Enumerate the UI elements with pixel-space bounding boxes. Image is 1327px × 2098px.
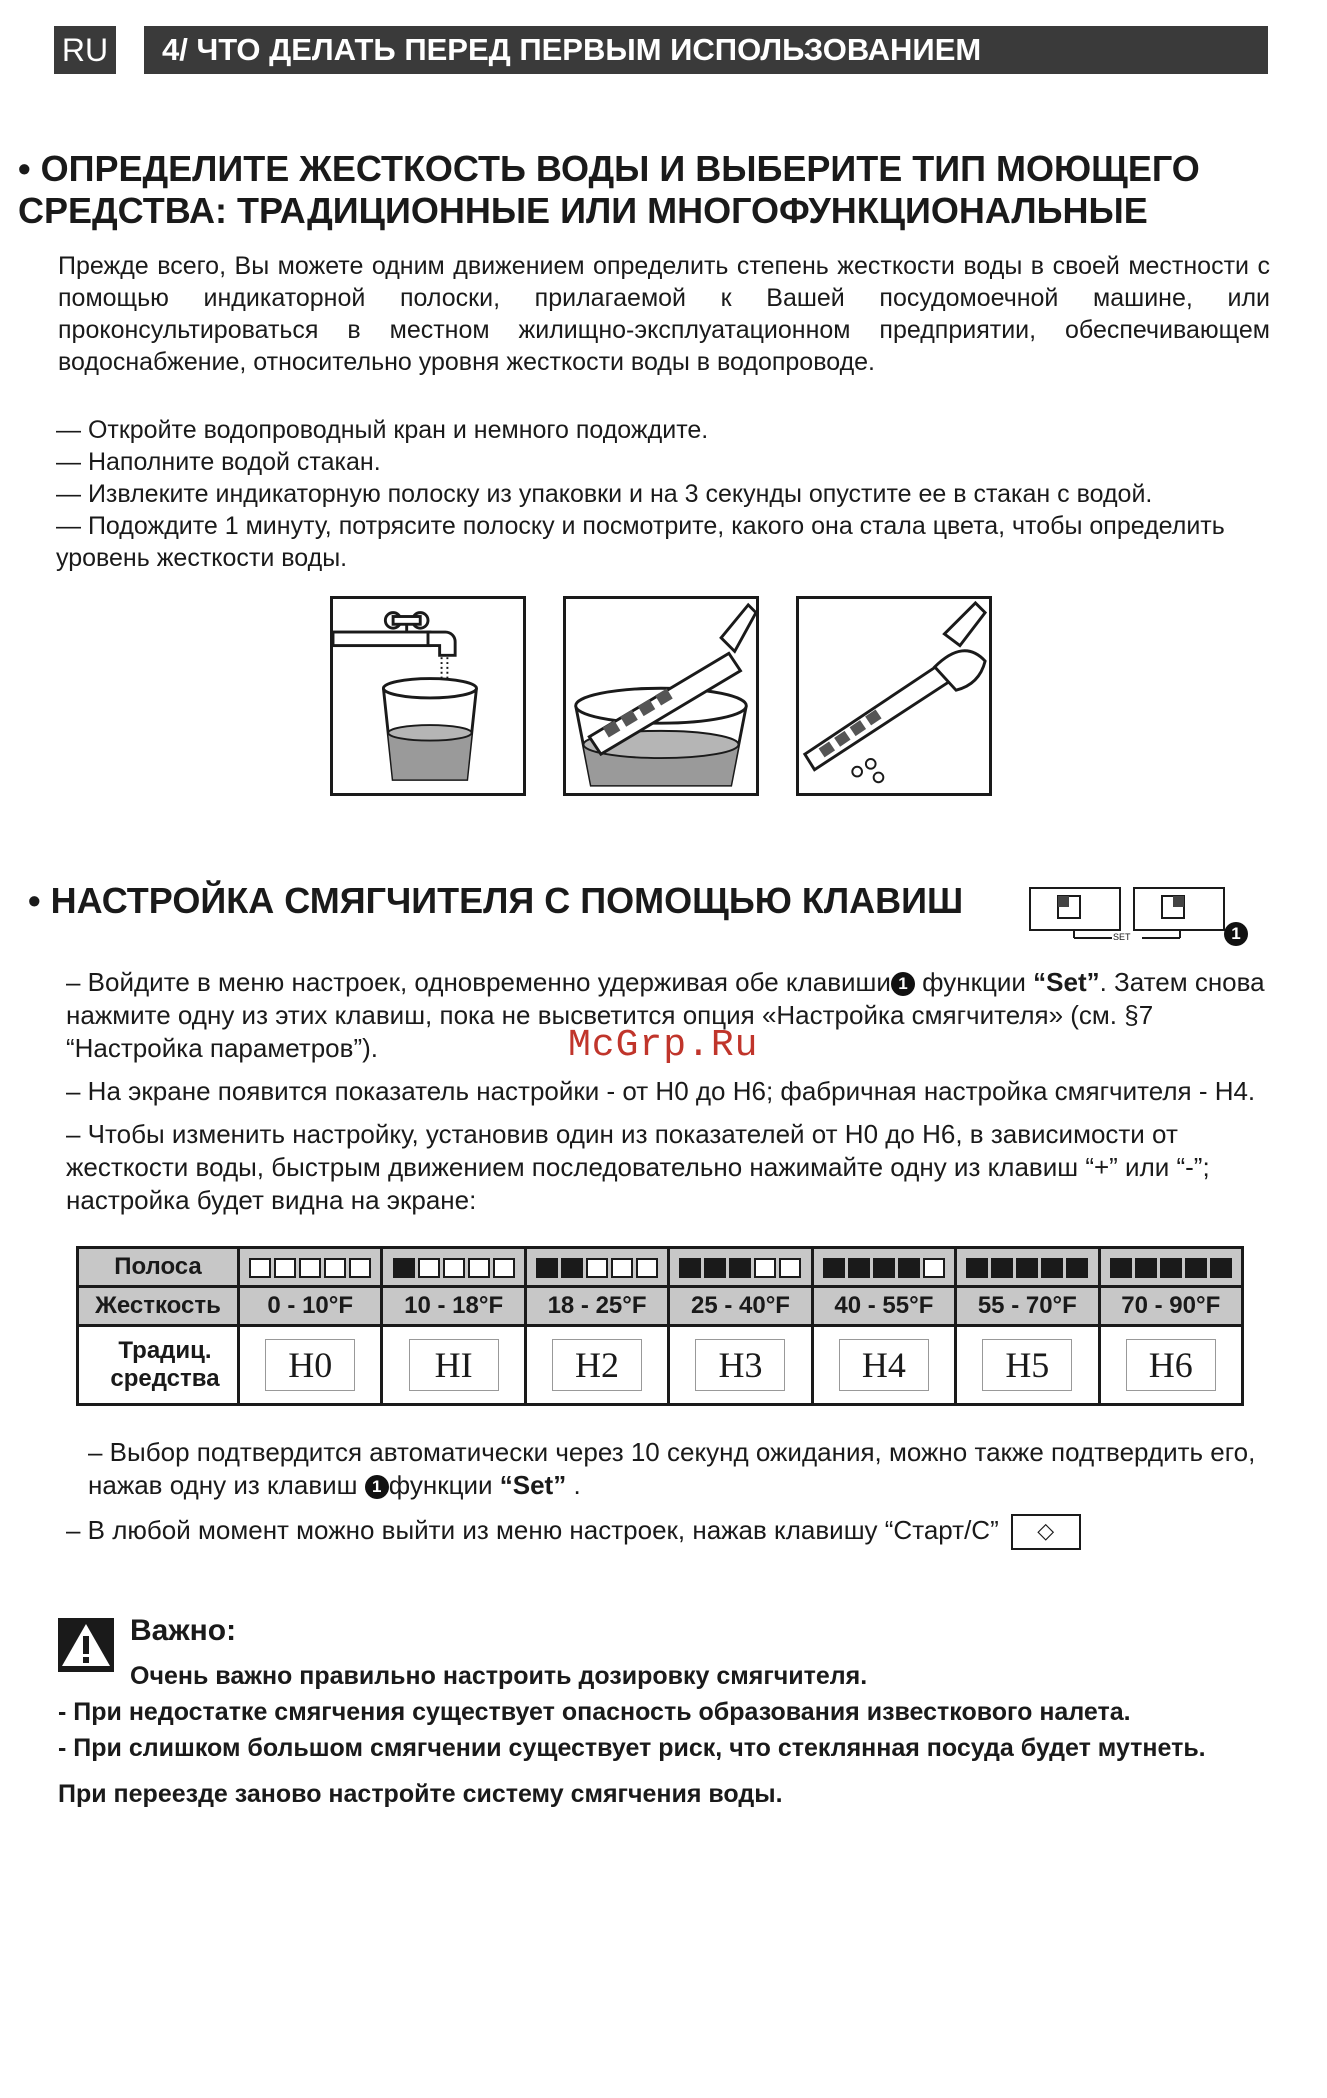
hardness-cell: 18 - 25°F (525, 1287, 668, 1326)
confirm-text-a: – Выбор подтвердится автоматически через 10 секунд ожидания, можно также подтвердить его, нажав одну из клавиш (88, 1437, 1256, 1500)
exit-instruction (66, 1514, 1326, 1550)
list-item: — Откройте водопроводный кран и немного подождите. (56, 416, 709, 444)
key-number-badge: 1 (365, 1475, 389, 1499)
instruction-1-text-a: – Войдите в меню настроек, одновременно удерживая обе клавиши (66, 967, 891, 997)
table-row (78, 1248, 1243, 1287)
intro-paragraph: Прежде всего, Вы можете одним движением определить степень жесткости воды в своей местности с помощью индикаторной полоски, прилагаемой к Вашей посудомоечной машине, или проконсультироваться в местном жилищно-эксплуатационном предприятии, обеспечивающем водоснабжение, относительно уровня жесткости воды в водопроводе. (58, 252, 1270, 376)
strip-square (704, 1258, 726, 1278)
strip-square (1066, 1258, 1088, 1278)
strip-square (349, 1258, 371, 1278)
strip-square (1110, 1258, 1132, 1278)
strip-square (898, 1258, 920, 1278)
strip-cell (382, 1248, 525, 1287)
strip-indicator (679, 1258, 801, 1278)
softener-instructions (66, 966, 1286, 1227)
hardness-cell: 10 - 18°F (382, 1287, 525, 1326)
section-header: 4/ ЧТО ДЕЛАТЬ ПЕРЕД ПЕРВЫМ ИСПОЛЬЗОВАНИЕМ (144, 26, 1268, 74)
language-badge: RU (54, 26, 116, 74)
strip-square (493, 1258, 515, 1278)
strip-square (779, 1258, 801, 1278)
value-cell (1099, 1326, 1242, 1405)
faucet-glass-illustration (330, 596, 526, 796)
set-label: SET (1113, 932, 1131, 942)
strip-square (299, 1258, 321, 1278)
strip-cell (669, 1248, 812, 1287)
hardness-table (76, 1246, 1244, 1406)
strip-square (536, 1258, 558, 1278)
strip-indicator (823, 1258, 945, 1278)
set-label: “Set” (499, 1470, 567, 1500)
strip-square (991, 1258, 1013, 1278)
warning-line-2: - При недостатке смягчения существует опасность образования известкового налета. (58, 1698, 1131, 1726)
instruction-1-text-b: функции (914, 967, 1034, 997)
strip-square (418, 1258, 440, 1278)
value-cell (239, 1326, 382, 1405)
strip-square (754, 1258, 776, 1278)
key-number-badge: 1 (891, 972, 915, 996)
strip-square (1185, 1258, 1207, 1278)
section2-title-text: НАСТРОЙКА СМЯГЧИТЕЛЯ С ПОМОЩЬЮ КЛАВИШ (50, 880, 964, 921)
value-cell (812, 1326, 955, 1405)
warning-title: Важно: (130, 1614, 237, 1647)
strip-cell (525, 1248, 668, 1287)
row-label-detergent: Традиц. средства (78, 1326, 239, 1405)
strip-square (249, 1258, 271, 1278)
warning-text (58, 1658, 1318, 1766)
section1-title-line2: СРЕДСТВА: ТРАДИЦИОННЫЕ ИЛИ МНОГОФУНКЦИОНАЛЬНЫЕ (18, 190, 1148, 231)
instruction-1-text-c: . Затем снова нажмите одну из этих клавиш, пока не высветится опция «Настройка смягчителя» (см. §7 “Настройка параметров”). (66, 967, 1265, 1063)
setting-value: HI (409, 1339, 499, 1391)
list-item: — Извлеките индикаторную полоску из упаковки и на 3 секунды опустите ее в стакан с водой. (56, 480, 1153, 508)
section1-title-line1: • ОПРЕДЕЛИТЕ ЖЕСТКОСТЬ ВОДЫ И ВЫБЕРИТЕ ТИП МОЮЩЕГО (18, 148, 1200, 189)
strip-square (873, 1258, 895, 1278)
strip-square (1041, 1258, 1063, 1278)
warning-line-3: - При слишком большом смягчении существует риск, что стеклянная посуда будет мутнеть. (58, 1734, 1206, 1762)
value-cell (525, 1326, 668, 1405)
section1-title (18, 148, 1298, 232)
hardness-cell: 40 - 55°F (812, 1287, 955, 1326)
strip-square (393, 1258, 415, 1278)
setting-value: H6 (1126, 1339, 1216, 1391)
confirm-text-b: функции (388, 1470, 500, 1500)
key-number-badge: 1 (1224, 922, 1248, 946)
strip-square (729, 1258, 751, 1278)
strip-square (274, 1258, 296, 1278)
strip-square (636, 1258, 658, 1278)
strip-indicator (393, 1258, 515, 1278)
bullet-icon: • (28, 880, 51, 921)
list-item: — Подождите 1 минуту, потрясите полоску и посмотрите, какого она стала цвета, чтобы определить уровень жесткости воды. (56, 512, 1225, 572)
strip-square (611, 1258, 633, 1278)
table-row (78, 1287, 1243, 1326)
strip-square (823, 1258, 845, 1278)
setting-value: H4 (839, 1339, 929, 1391)
strip-square (1210, 1258, 1232, 1278)
strip-square (1135, 1258, 1157, 1278)
steps-list (56, 414, 1306, 574)
value-cell (669, 1326, 812, 1405)
strip-indicator (249, 1258, 371, 1278)
setting-value: H2 (552, 1339, 642, 1391)
strip-shake-illustration (796, 596, 992, 796)
strip-square (1016, 1258, 1038, 1278)
hardness-cell: 70 - 90°F (1099, 1287, 1242, 1326)
row-label-strip: Полоса (78, 1248, 239, 1287)
hardness-cell: 55 - 70°F (956, 1287, 1099, 1326)
strip-cell (1099, 1248, 1242, 1287)
strip-cell (239, 1248, 382, 1287)
section2-title (28, 880, 963, 922)
strip-square (586, 1258, 608, 1278)
strip-square (1160, 1258, 1182, 1278)
confirm-instruction (66, 1436, 1326, 1502)
exit-text: – В любой момент можно выйти из меню настроек, нажав клавишу “Старт/С” (66, 1515, 999, 1545)
strip-square (468, 1258, 490, 1278)
strip-cell (812, 1248, 955, 1287)
strip-cell (956, 1248, 1099, 1287)
strip-square (966, 1258, 988, 1278)
strip-square (443, 1258, 465, 1278)
table-row (78, 1326, 1243, 1405)
strip-indicator (966, 1258, 1088, 1278)
instruction-2: – На экране появится показатель настройки - от H0 до H6; фабричная настройка смягчителя - H4. (66, 1076, 1256, 1106)
confirmation-instructions (66, 1436, 1326, 1562)
strip-square (848, 1258, 870, 1278)
set-keys-diagram (1028, 882, 1250, 954)
warning-line-1: Очень важно правильно настроить дозировку смягчителя. (130, 1662, 868, 1690)
strip-square (561, 1258, 583, 1278)
confirm-text-c: . (566, 1470, 581, 1500)
instruction-3: – Чтобы изменить настройку, установив один из показателей от H0 до H6, в зависимости от жесткости воды, быстрым движением последовательно нажимайте одну из клавиш “+” или “-”; настройка будет видна на экране: (66, 1119, 1210, 1215)
start-key-icon: ◇ (1011, 1514, 1081, 1550)
setting-value: H3 (695, 1339, 785, 1391)
setting-value: H5 (982, 1339, 1072, 1391)
hardness-cell: 25 - 40°F (669, 1287, 812, 1326)
value-cell (382, 1326, 525, 1405)
strip-indicator (1110, 1258, 1232, 1278)
strip-in-glass-illustration (563, 596, 759, 796)
list-item: — Наполните водой стакан. (56, 448, 381, 476)
watermark: McGrp.Ru (568, 1024, 759, 1067)
strip-square (923, 1258, 945, 1278)
strip-square (324, 1258, 346, 1278)
warning-final: При переезде заново настройте систему смягчения воды. (58, 1780, 783, 1808)
row-label-hardness: Жесткость (78, 1287, 239, 1326)
strip-square (679, 1258, 701, 1278)
value-cell (956, 1326, 1099, 1405)
set-label: “Set” (1033, 967, 1100, 997)
hardness-cell: 0 - 10°F (239, 1287, 382, 1326)
strip-indicator (536, 1258, 658, 1278)
setting-value: H0 (265, 1339, 355, 1391)
